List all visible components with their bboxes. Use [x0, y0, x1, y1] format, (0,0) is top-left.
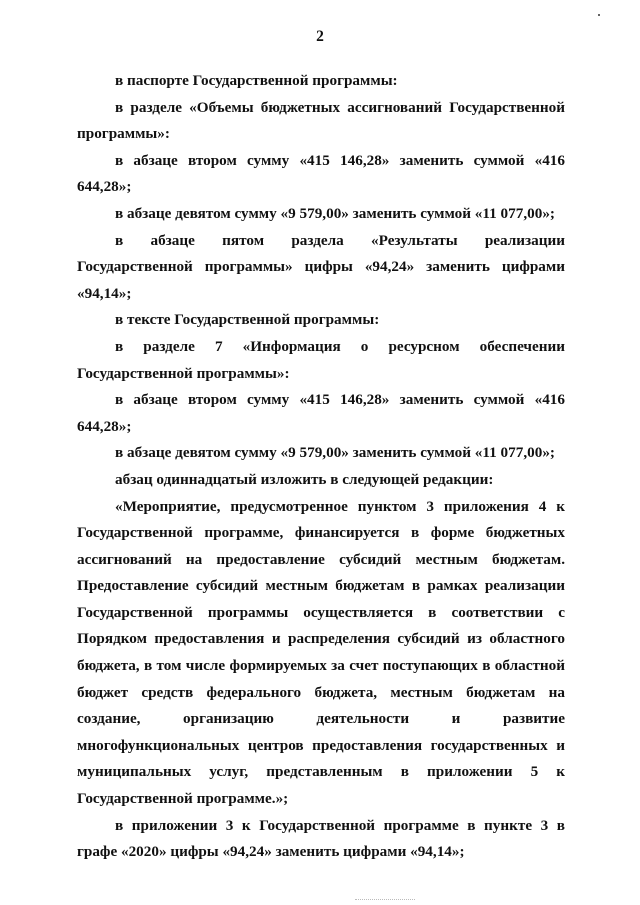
- document-body: [77, 68, 565, 866]
- paragraph-4: в абзаце девятом сумму «9 579,00» заменить суммой «11 077,00»;: [115, 204, 555, 222]
- scan-artifact-dots: [355, 899, 415, 901]
- paragraph-11-quoted-text: «Мероприятие, предусмотренное пунктом 3 приложения 4 к Государственной программе, финансируется в форме бюджетных ассигнований на предоставление субсидий местным бюджетам. Предоставление субсидий местным бюджетам в рамках реализации Государственной программы осуществляется в соответствии с Порядком предоставления и распределения субсидий из областного бюджета, в том числе формируемых за счет поступающих в областной бюджет средств федерального бюджета, местным бюджетам на создание, организацию деятельности и развитие многофункциональных центров предоставления государственных и муниципальных услуг, представленным в приложении 5 к Государственной программе.»;: [77, 497, 565, 808]
- paragraph-7: в разделе 7 «Информация о ресурсном обеспечении Государственной программы»:: [77, 337, 565, 382]
- paragraph-2: в разделе «Объемы бюджетных ассигнований Государственной программы»:: [77, 98, 565, 143]
- paragraph-6: в тексте Государственной программы:: [115, 311, 380, 329]
- paragraph-8: в абзаце втором сумму «415 146,28» заменить суммой «416 644,28»;: [77, 391, 565, 435]
- paragraph-1: в паспорте Государственной программы:: [115, 72, 398, 89]
- page-number: 2: [316, 28, 324, 45]
- paragraph-5: в абзаце пятом раздела «Результаты реализации Государственной программы» цифры «94,24» заменить цифрами «94,14»;: [77, 231, 565, 302]
- paragraph-12: в приложении 3 к Государственной программе в пункте 3 в графе «2020» цифры «94,24» заменить цифрами «94,14»;: [77, 816, 565, 861]
- paragraph-10: абзац одиннадцатый изложить в следующей редакции:: [115, 470, 494, 488]
- paragraph-9: в абзаце девятом сумму «9 579,00» заменить суммой «11 077,00»;: [115, 444, 555, 462]
- scan-speck: [598, 14, 600, 16]
- paragraph-3: в абзаце втором сумму «415 146,28» заменить суммой «416 644,28»;: [77, 151, 565, 196]
